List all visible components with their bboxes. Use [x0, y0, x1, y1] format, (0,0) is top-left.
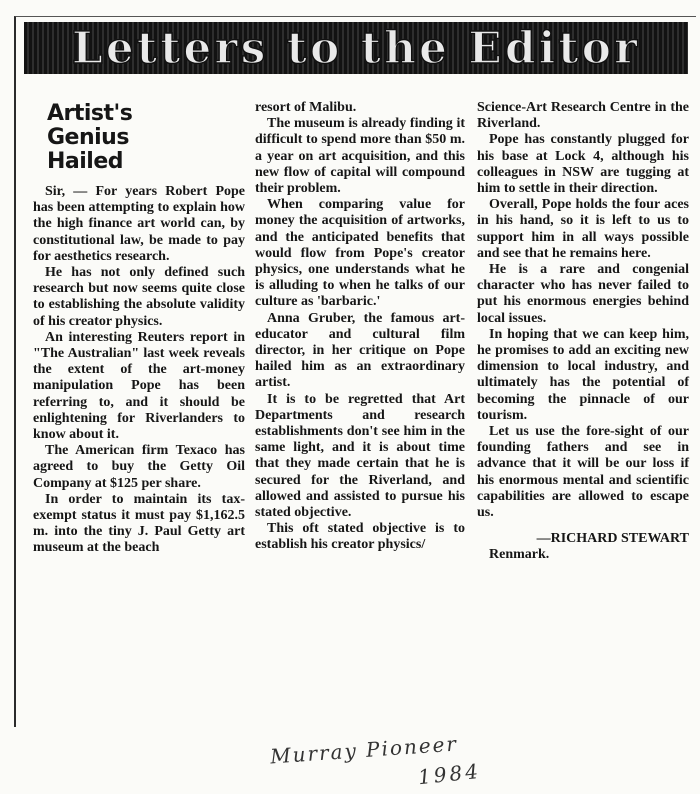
column-1-body [33, 184, 245, 557]
paragraph: Overall, Pope holds the four aces in his hand, so it is left to us to support him in all ways possible and see that he remains here. [477, 197, 689, 261]
paragraph: resort of Malibu. [255, 100, 357, 115]
column-1 [33, 102, 245, 557]
paragraph: It is to be regretted that Art Departments and research establishments don't see him in the same light, and it is about time that they made certain that he is secured for the Riverland, and allowed and assisted to pursue his stated objective. [255, 391, 465, 521]
headline-line: Hailed [47, 149, 124, 174]
headline-line: Genius [47, 125, 129, 150]
paragraph: He has not only defined such research but now seems quite close to establishing the absolute validity of his creator physics. [33, 265, 245, 329]
paragraph: The museum is already finding it difficult to spend more than $50 m. a year on art acquisition, and this new flow of capital will compound their problem. [255, 116, 465, 197]
paragraph: He is a rare and congenial character who has never failed to put his enormous energies behind local issues. [477, 262, 689, 326]
paragraph: Anna Gruber, the famous art-educator and cultural film director, in her critique on Pope hailed him as an extraordinary artist. [255, 310, 465, 391]
paragraph: Let us use the fore-sight of our founding fathers and see in advance that it will be our loss if his enormous mental and scientific capabilities are allowed to escape us. [477, 424, 689, 521]
masthead-banner [24, 22, 688, 74]
letter-town: Renmark. [489, 547, 550, 563]
paragraph: This oft stated objective is to establish his creator physics/ [255, 521, 465, 553]
headline-line: Artist's [47, 101, 133, 126]
paragraph: In order to maintain its tax-exempt status it must pay $1,162.5 m. into the tiny J. Paul Getty art museum at the beach [33, 491, 245, 556]
handwritten-source: Murray Pioneer [269, 731, 459, 769]
paragraph: Science-Art Research Centre in the Riverland. [477, 100, 689, 132]
paragraph: Pope has constantly plugged for his base at Lock 4, although his colleagues in NSW are tugging at him to settle in their direction. [477, 132, 689, 197]
column-2 [255, 100, 465, 554]
column-3 [477, 100, 689, 564]
letter-headline [47, 102, 245, 174]
paragraph: The American firm Texaco has agreed to buy the Getty Oil Company at $125 per share. [33, 443, 245, 491]
paragraph: When comparing value for money the acquisition of artworks, and the anticipated benefits that would flow from Pope's creator physics, one understands what he is alluding to when he talks of our culture as 'barbaric.' [255, 197, 465, 310]
handwritten-annotation [269, 731, 530, 790]
paragraph: An interesting Reuters report in "The Australian" last week reveals the extent of the art-money manipulation Pope has been referring to, and it should be enlightening for Riverlanders to know about it. [33, 329, 245, 443]
letter-signature: —RICHARD STEWART [536, 531, 689, 547]
paragraph: In hoping that we can keep him, he promises to add an exciting new dimension to local industry, and ultimately has the potential of becoming the pinnacle of our tourism. [477, 326, 689, 423]
handwritten-year: 1984 [416, 758, 482, 790]
section-title: Letters to the Editor [71, 22, 641, 74]
paragraph: Sir, — For years Robert Pope has been attempting to explain how the high finance art world can, by constitutional law, be made to pay for aesthetics research. [33, 184, 245, 264]
